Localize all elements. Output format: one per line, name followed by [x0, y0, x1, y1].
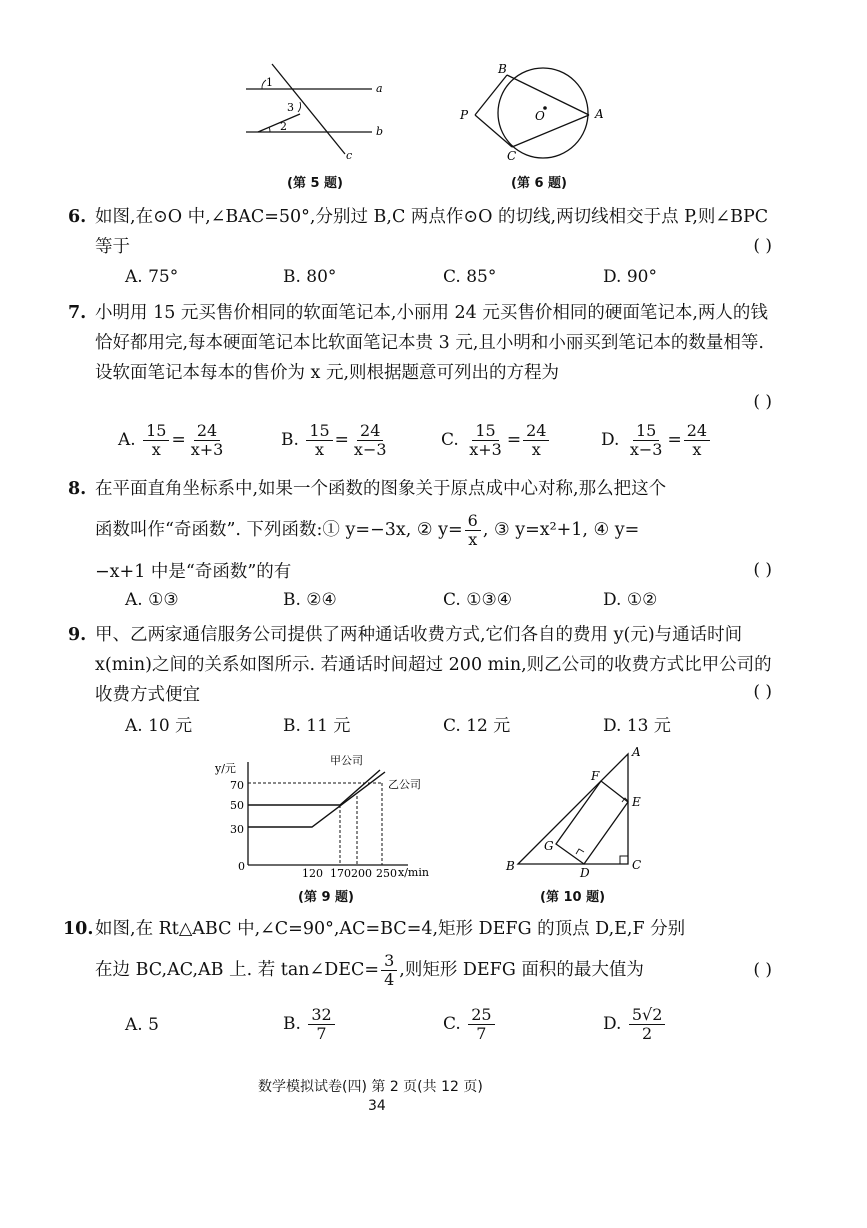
answer-paren-9[interactable]: ( ) [753, 682, 772, 702]
page-number: 34 [368, 1098, 386, 1114]
option-6-b[interactable]: B. 80° [283, 267, 337, 287]
option-6-c[interactable]: C. 85° [443, 267, 497, 287]
option-letter: A. [125, 1015, 143, 1035]
label-F: F [591, 769, 600, 783]
fraction [143, 422, 169, 459]
figure-10-caption: (第 10 题) [540, 890, 606, 905]
label-A: A [595, 107, 604, 121]
numerator: 24 [523, 422, 549, 441]
option-6-d[interactable]: D. 90° [603, 267, 657, 287]
figure-6-diagram [455, 58, 615, 166]
option-9-c[interactable]: C. 12 元 [443, 716, 511, 736]
xtick-120: 120 [302, 867, 323, 880]
option-letter: B. [281, 430, 299, 450]
series-yi-line [248, 772, 385, 827]
option-9-a[interactable]: A. 10 元 [125, 716, 193, 736]
label-A: A [632, 745, 641, 759]
option-letter: D. [603, 1014, 622, 1034]
option-letter: C. [441, 430, 459, 450]
option-letter: B. [283, 1014, 301, 1034]
question-8-text-b: , ③ y=x²+1, ④ y= [482, 520, 640, 540]
denominator: x+3 [469, 440, 502, 459]
denominator: 7 [476, 1024, 487, 1043]
series-jia-line [248, 770, 380, 805]
option-8-b[interactable]: B. ②④ [283, 590, 337, 610]
answer-paren-6[interactable]: ( ) [753, 236, 772, 256]
option-letter: A. [118, 430, 136, 450]
ytick-0: 0 [238, 860, 245, 873]
fraction [629, 1006, 666, 1043]
denominator: x−3 [629, 440, 663, 459]
question-8-number: 8. [68, 479, 87, 499]
question-10-line-1: 如图,在 Rt△ABC 中,∠C=90°,AC=BC=4,矩形 DEFG 的顶点 D,E,F 分别 [95, 919, 686, 939]
numerator: 3 [381, 952, 397, 971]
question-7 [68, 298, 775, 388]
label-a: a [376, 82, 383, 95]
numerator: 15 [143, 422, 169, 441]
denominator: 7 [316, 1024, 327, 1043]
numerator: 5√2 [629, 1006, 666, 1025]
question-8-line-1: 在平面直角坐标系中,如果一个函数的图象关于原点成中心对称,那么把这个 [95, 479, 667, 499]
transversal-2 [258, 114, 300, 132]
question-6 [68, 202, 775, 262]
denominator: x−3 [353, 440, 387, 459]
xtick-250: 250 [376, 867, 397, 880]
y-axis-label: y/元 [215, 762, 236, 775]
label-E: E [632, 795, 641, 809]
denominator: x [692, 440, 702, 459]
figure-6-caption: (第 6 题) [511, 176, 567, 191]
numerator: 15 [633, 422, 659, 441]
question-9-number: 9. [68, 625, 87, 645]
fraction [381, 952, 397, 989]
label-B: B [506, 859, 515, 873]
fraction [351, 422, 390, 459]
label-P: P [460, 108, 469, 122]
denominator: 4 [384, 970, 395, 989]
numerator: 32 [308, 1006, 334, 1025]
figure-9-graph [210, 750, 450, 882]
fraction [188, 422, 227, 459]
denominator: x [151, 440, 161, 459]
answer-paren-10[interactable]: ( ) [753, 960, 772, 980]
option-9-b[interactable]: B. 11 元 [283, 716, 351, 736]
series-jia-label: 甲公司 [330, 754, 363, 767]
label-C: C [632, 858, 642, 872]
label-3: 3 [287, 101, 294, 114]
option-letter: D. [601, 430, 620, 450]
question-8-line-2 [95, 512, 775, 549]
fraction [684, 422, 710, 459]
option-8-c[interactable]: C. ①③④ [443, 590, 512, 610]
question-8 [68, 474, 775, 504]
fraction [308, 1006, 334, 1043]
numerator: 15 [472, 422, 498, 441]
fraction [306, 422, 332, 459]
question-10-line-2 [95, 952, 775, 989]
option-10-c[interactable] [443, 1006, 497, 1043]
question-8-text-a: 函数叫作“奇函数”. 下列函数:① y=−3x, ② y= [95, 520, 463, 540]
fraction [466, 422, 505, 459]
series-yi-label: 乙公司 [388, 778, 421, 791]
question-10-text-b: ,则矩形 DEFG 面积的最大值为 [399, 960, 644, 980]
option-10-d[interactable] [603, 1006, 667, 1043]
question-7-text: 小明用 15 元买售价相同的软面笔记本,小丽用 24 元买售价相同的硬面笔记本,两人的钱恰好都用完,每本硬面笔记本比软面笔记本贵 3 元,且小明和小丽买到笔记本的数量相等. 设软面笔记本每本的售价为 x 元,则根据题意可列出的方程为 [95, 303, 768, 383]
option-10-a[interactable] [125, 1015, 159, 1035]
question-9 [68, 620, 775, 710]
question-10-text-a: 在边 BC,AC,AB 上. 若 tan∠DEC= [95, 960, 380, 980]
question-7-number: 7. [68, 303, 87, 323]
numerator: 24 [684, 422, 710, 441]
denominator: 2 [642, 1024, 653, 1043]
option-7-b[interactable]: B. $\frac{15}{x}$ = $\frac{24}{x-3}$ [281, 422, 392, 459]
rectangle-defg [556, 781, 628, 864]
label-C: C [507, 149, 517, 163]
label-B: B [498, 62, 507, 76]
fraction [523, 422, 549, 459]
fraction [627, 422, 666, 459]
denominator: x [468, 530, 478, 549]
option-letter: C. [443, 1014, 461, 1034]
option-value: 5 [148, 1015, 159, 1035]
numerator: 25 [468, 1006, 494, 1025]
label-1: 1 [266, 76, 273, 89]
label-c: c [346, 149, 353, 162]
ytick-50: 50 [230, 799, 244, 812]
label-2: 2 [280, 120, 287, 133]
fraction [465, 512, 481, 549]
option-7-c[interactable]: C. $\frac{15}{x+3}$ = $\frac{24}{x}$ [441, 422, 551, 459]
question-6-text: 如图,在⊙O 中,∠BAC=50°,分别过 B,C 两点作⊙O 的切线,两切线相交于点 P,则∠BPC 等于 [95, 207, 769, 257]
question-8-line-3: −x+1 中是“奇函数”的有 [95, 562, 292, 582]
option-6-a[interactable]: A. 75° [125, 267, 179, 287]
denominator: x+3 [190, 440, 224, 459]
label-b: b [376, 125, 384, 138]
denominator: x [531, 440, 541, 459]
figure-5-caption: (第 5 题) [287, 176, 343, 191]
figure-9-caption: (第 9 题) [298, 890, 354, 905]
figure-10-diagram [500, 742, 650, 882]
option-10-b[interactable] [283, 1006, 337, 1043]
triangle-abc [518, 754, 628, 864]
label-D: D [580, 866, 590, 880]
question-6-number: 6. [68, 207, 87, 227]
fraction [468, 1006, 494, 1043]
ytick-30: 30 [230, 823, 244, 836]
answer-paren-7[interactable]: ( ) [753, 392, 772, 412]
xtick-170: 170 [330, 867, 351, 880]
page-footer-title: 数学模拟试卷(四) 第 2 页(共 12 页) [258, 1079, 483, 1095]
figure-5-diagram [240, 62, 390, 172]
xtick-200: 200 [351, 867, 372, 880]
question-10-number: 10. [63, 919, 94, 939]
ytick-70: 70 [230, 779, 244, 792]
option-8-a[interactable]: A. ①③ [125, 590, 179, 610]
answer-paren-8[interactable]: ( ) [753, 560, 772, 580]
numerator: 15 [306, 422, 332, 441]
x-axis-label: x/min [398, 866, 429, 879]
option-7-d[interactable]: D. $\frac{15}{x-3}$ = $\frac{24}{x}$ [601, 422, 712, 459]
question-10 [63, 914, 775, 944]
numerator: 24 [194, 422, 220, 441]
option-9-d[interactable]: D. 13 元 [603, 716, 671, 736]
option-8-d[interactable]: D. ①② [603, 590, 658, 610]
denominator: x [314, 440, 324, 459]
numerator: 6 [465, 512, 481, 531]
question-9-text: 甲、乙两家通信服务公司提供了两种通话收费方式,它们各自的费用 y(元)与通话时间 x(min)之间的关系如图所示. 若通话时间超过 200 min,则乙公司的收费方式比甲公司的收费方式便宜 [95, 625, 772, 705]
option-7-a[interactable]: A. $\frac{15}{x}$ = $\frac{24}{x+3}$ [118, 422, 228, 459]
label-O: O [535, 109, 545, 123]
numerator: 24 [357, 422, 383, 441]
line-c [272, 64, 345, 154]
label-G: G [544, 839, 554, 853]
